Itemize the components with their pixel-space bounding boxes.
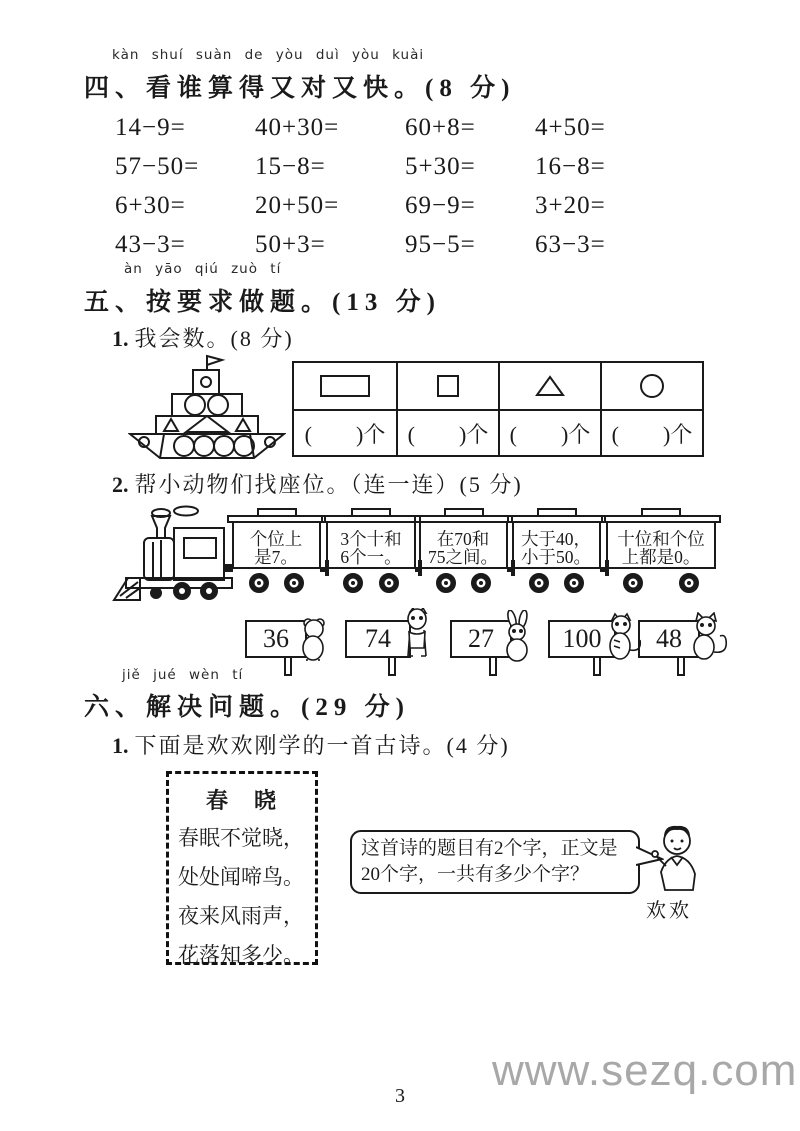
table-header-cell — [498, 363, 600, 409]
section5-pinyin: àn yāo qiú zuò tí — [124, 261, 282, 277]
cabin-circle — [201, 377, 211, 387]
bubble-line: 这首诗的题目有2个字，正文是 — [361, 838, 618, 859]
item-text: 帮小动物们找座位。（连一连）(5 分) — [134, 472, 523, 497]
hull-circle — [174, 436, 194, 456]
count-answer-cell: ( )个 — [396, 409, 498, 455]
equation: 69−9= — [405, 192, 476, 219]
sign-post — [388, 656, 396, 676]
seat-sign: 36 — [245, 620, 307, 658]
item-text: 我会数。(8 分) — [134, 326, 294, 351]
page-number: 3 — [395, 1085, 405, 1107]
cabin-square — [193, 370, 219, 394]
item-1-poem — [112, 729, 510, 760]
equation: 3+20= — [535, 192, 606, 219]
section5-title: 五、按要求做题。(13 分) — [84, 289, 441, 316]
locomotive-icon — [114, 507, 233, 601]
cat-icon — [688, 612, 732, 662]
equation: 14−9= — [115, 114, 186, 141]
section4-pinyin: kàn shuí suàn de yòu duì yòu kuài — [112, 47, 425, 63]
equation: 6+30= — [115, 192, 186, 219]
equation: 20+50= — [255, 192, 340, 219]
deck2-circle — [208, 395, 228, 415]
car-text: 6个一。 — [340, 547, 402, 567]
car-text: 是7。 — [254, 547, 298, 567]
equation: 5+30= — [405, 153, 476, 180]
seat-sign: 100 — [548, 620, 616, 658]
flag-icon — [207, 356, 222, 365]
equation: 4+50= — [535, 114, 606, 141]
poem-box — [166, 771, 318, 965]
item-number: 2. — [112, 472, 129, 497]
count-answer-cell: ( )个 — [294, 409, 396, 455]
count-answer-cell: ( )个 — [600, 409, 702, 455]
seat-sign: 48 — [638, 620, 700, 658]
train-car-3 — [415, 509, 512, 592]
item-number: 1. — [112, 326, 129, 351]
boat-shapes-illustration — [128, 352, 286, 462]
watermark: www.sezq.com — [492, 1046, 798, 1095]
poem-line: 处处闻啼鸟。 — [178, 865, 304, 889]
table-header-cell — [396, 363, 498, 409]
equation: 43−3= — [115, 231, 186, 258]
equation: 15−8= — [255, 153, 326, 180]
sign-post — [284, 656, 292, 676]
table-header-cell — [600, 363, 702, 409]
count-answer-cell: ( )个 — [498, 409, 600, 455]
bubble-line: 20个字，一共有多少个字？ — [361, 864, 590, 885]
car-text: 上都是0。 — [621, 547, 701, 567]
sign-post — [489, 656, 497, 676]
hull-circle — [194, 436, 214, 456]
poem-line: 夜来风雨声， — [178, 904, 304, 928]
speech-bubble — [350, 830, 640, 894]
triangle-icon — [535, 375, 565, 397]
small-triangle — [236, 419, 250, 431]
section6-pinyin: jiě jué wèn tí — [122, 667, 244, 683]
seat-sign: 74 — [345, 620, 411, 658]
equation: 57−50= — [115, 153, 200, 180]
poem-title: 春 晓 — [205, 788, 278, 813]
rectangle-icon — [320, 375, 370, 397]
item-2-seats — [112, 468, 523, 499]
equation: 16−8= — [535, 153, 606, 180]
sign-post — [677, 656, 685, 676]
equation: 60+8= — [405, 114, 476, 141]
hull-circle — [214, 436, 234, 456]
train-car-2 — [322, 509, 420, 592]
car-text: 个位上 — [249, 529, 303, 549]
equation: 40+30= — [255, 114, 340, 141]
horse-icon — [400, 608, 434, 662]
train-car-4 — [508, 509, 605, 592]
seat-sign: 27 — [450, 620, 512, 658]
bear-icon — [296, 616, 330, 662]
speaker-name: 欢欢 — [646, 900, 692, 922]
small-triangle — [164, 419, 178, 431]
car-text: 大于40， — [521, 529, 591, 549]
train-car-5 — [602, 509, 720, 592]
car-text: 75之间。 — [428, 547, 498, 567]
train-car-1 — [228, 509, 325, 592]
item-text: 下面是欢欢刚学的一首古诗。(4 分) — [134, 733, 510, 758]
equation: 50+3= — [255, 231, 326, 258]
table-header-cell — [294, 363, 396, 409]
section6-title: 六、解决问题。(29 分) — [84, 694, 410, 721]
poem-line: 花落知多少。 — [178, 943, 304, 967]
item-number: 1. — [112, 733, 129, 758]
equation: 95−5= — [405, 231, 476, 258]
boy-character-icon — [644, 820, 710, 894]
hull-divider — [160, 434, 164, 458]
hull — [130, 434, 284, 458]
poem-line: 春眠不觉晓， — [178, 826, 304, 850]
equation: 63−3= — [535, 231, 606, 258]
item-1-count — [112, 322, 294, 353]
rabbit-icon — [500, 610, 536, 662]
car-text: 十位和个位 — [617, 529, 705, 549]
section4-title: 四、看谁算得又对又快。(8 分) — [84, 75, 516, 102]
shape-count-table — [292, 361, 704, 457]
car-text: 小于50。 — [521, 547, 591, 567]
deck2-circle — [185, 395, 205, 415]
equation-grid — [115, 114, 675, 270]
sign-post — [593, 656, 601, 676]
car-text: 在70和 — [436, 529, 490, 549]
car-text: 3个十和 — [340, 529, 402, 549]
circle-icon — [640, 374, 664, 398]
train-illustration — [112, 500, 724, 606]
square-icon — [437, 375, 459, 397]
big-triangle — [186, 416, 228, 432]
tiger-icon — [604, 612, 646, 662]
